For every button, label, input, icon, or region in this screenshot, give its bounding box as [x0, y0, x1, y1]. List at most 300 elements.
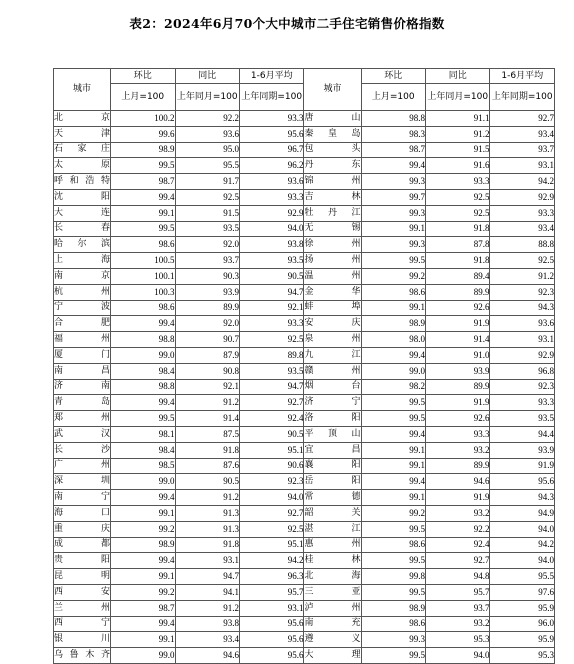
mom-value: 99.4 [111, 616, 175, 632]
mom-value: 98.6 [361, 284, 425, 300]
mom-value: 98.8 [361, 111, 425, 127]
avg-value: 92.3 [490, 379, 555, 395]
mom-value: 100.2 [111, 111, 175, 127]
avg-value: 94.4 [490, 426, 555, 442]
avg-value: 92.9 [490, 189, 555, 205]
yoy-value: 89.9 [426, 379, 490, 395]
mom-value: 99.1 [111, 569, 175, 585]
table-row [54, 521, 555, 537]
avg-value: 88.8 [490, 237, 555, 253]
avg-value: 92.4 [240, 411, 304, 427]
city-name: 银 川 [54, 632, 111, 648]
yoy-value: 91.8 [426, 221, 490, 237]
avg-value: 94.3 [490, 490, 555, 506]
avg-value: 92.7 [240, 505, 304, 521]
mom-value: 99.4 [361, 426, 425, 442]
yoy-value: 91.2 [175, 395, 239, 411]
city-name: 吉 林 [304, 189, 361, 205]
yoy-value: 93.5 [175, 221, 239, 237]
avg-value: 92.5 [240, 332, 304, 348]
city-name: 惠 州 [304, 537, 361, 553]
avg-value: 90.6 [240, 458, 304, 474]
avg-base-header: 上年同期=100 [240, 84, 304, 111]
avg-value: 92.3 [240, 474, 304, 490]
yoy-value: 91.8 [426, 253, 490, 269]
table-row [54, 332, 555, 348]
city-name: 北 海 [304, 569, 361, 585]
yoy-value: 94.1 [175, 584, 239, 600]
table-row [54, 237, 555, 253]
avg-value: 92.5 [490, 253, 555, 269]
mom-value: 99.5 [361, 553, 425, 569]
city-name: 安 庆 [304, 316, 361, 332]
city-name: 岳 阳 [304, 474, 361, 490]
city-name: 牡丹江 [304, 205, 361, 221]
mom-value: 99.2 [361, 268, 425, 284]
mom-value: 99.1 [361, 490, 425, 506]
city-name: 南 宁 [54, 490, 111, 506]
table-row [54, 458, 555, 474]
mom-value: 99.2 [111, 521, 175, 537]
city-name: 泸 州 [304, 600, 361, 616]
city-name: 青 岛 [54, 395, 111, 411]
city-name: 哈尔滨 [54, 237, 111, 253]
city-name: 西 安 [54, 584, 111, 600]
avg-value: 96.3 [240, 569, 304, 585]
yoy-value: 91.1 [426, 111, 490, 127]
table-title: 表2：2024年6月70个大中城市二手住宅销售价格指数 [129, 16, 445, 31]
avg-value: 93.3 [490, 395, 555, 411]
city-name: 韶 关 [304, 505, 361, 521]
city-name: 扬 州 [304, 253, 361, 269]
avg-value: 96.0 [490, 616, 555, 632]
yoy-value: 94.7 [175, 569, 239, 585]
table-row [54, 316, 555, 332]
avg-value: 95.6 [240, 126, 304, 142]
mom-value: 99.5 [361, 648, 425, 664]
city-name: 唐 山 [304, 111, 361, 127]
table-row [54, 600, 555, 616]
mom-value: 99.0 [111, 474, 175, 490]
avg-value: 90.5 [240, 268, 304, 284]
city-name: 上 海 [54, 253, 111, 269]
avg-value: 94.3 [490, 300, 555, 316]
mom-value: 99.3 [361, 205, 425, 221]
city-name: 郑 州 [54, 411, 111, 427]
mom-value: 99.1 [361, 221, 425, 237]
table-row [54, 553, 555, 569]
mom-value: 99.4 [361, 474, 425, 490]
city-name: 长 春 [54, 221, 111, 237]
table-row [54, 284, 555, 300]
city-name: 金 华 [304, 284, 361, 300]
avg-value: 94.0 [490, 553, 555, 569]
mom-value: 98.1 [111, 426, 175, 442]
table-row [54, 205, 555, 221]
city-name: 北 京 [54, 111, 111, 127]
city-name: 三 亚 [304, 584, 361, 600]
table-row [54, 347, 555, 363]
yoy-value: 93.1 [175, 553, 239, 569]
mom-value: 99.0 [111, 648, 175, 664]
yoy-value: 91.9 [426, 395, 490, 411]
mom-value: 99.4 [111, 490, 175, 506]
avg-value: 95.6 [240, 616, 304, 632]
mom-value: 99.4 [111, 316, 175, 332]
yoy-value: 94.0 [426, 648, 490, 664]
table-row [54, 174, 555, 190]
city-name: 济 南 [54, 379, 111, 395]
avg-value: 95.3 [490, 648, 555, 664]
mom-value: 98.5 [111, 458, 175, 474]
yoy-value: 87.8 [426, 237, 490, 253]
mom-value: 99.4 [111, 395, 175, 411]
mom-value: 98.6 [361, 616, 425, 632]
yoy-value: 91.5 [426, 142, 490, 158]
city-name: 武 汉 [54, 426, 111, 442]
avg-value: 97.6 [490, 584, 555, 600]
city-name: 南 充 [304, 616, 361, 632]
avg-base-header: 上年同期=100 [490, 84, 555, 111]
city-name: 石家庄 [54, 142, 111, 158]
city-name: 桂 林 [304, 553, 361, 569]
city-name: 厦 门 [54, 347, 111, 363]
yoy-value: 89.9 [175, 300, 239, 316]
avg-value: 95.6 [240, 632, 304, 648]
avg-value: 93.4 [490, 126, 555, 142]
avg-value: 93.1 [240, 600, 304, 616]
avg-value: 94.0 [490, 521, 555, 537]
table-row [54, 569, 555, 585]
city-name: 成 都 [54, 537, 111, 553]
city-name: 福 州 [54, 332, 111, 348]
avg-value: 92.9 [240, 205, 304, 221]
mom-value: 99.8 [361, 569, 425, 585]
mom-header: 环比 [361, 69, 425, 84]
avg-value: 94.7 [240, 284, 304, 300]
yoy-value: 93.3 [426, 174, 490, 190]
yoy-value: 92.5 [175, 189, 239, 205]
city-name: 兰 州 [54, 600, 111, 616]
yoy-value: 93.3 [426, 426, 490, 442]
city-name: 合 肥 [54, 316, 111, 332]
mom-value: 98.8 [111, 332, 175, 348]
avg-value: 92.5 [240, 521, 304, 537]
avg-value: 96.8 [490, 363, 555, 379]
avg-value: 94.2 [240, 553, 304, 569]
yoy-value: 91.2 [426, 126, 490, 142]
city-name: 南 昌 [54, 363, 111, 379]
avg-value: 94.9 [490, 505, 555, 521]
mom-value: 100.3 [111, 284, 175, 300]
table-row [54, 632, 555, 648]
yoy-value: 92.0 [175, 237, 239, 253]
city-name: 常 德 [304, 490, 361, 506]
yoy-value: 92.6 [426, 411, 490, 427]
yoy-value: 95.5 [175, 158, 239, 174]
city-name: 昆 明 [54, 569, 111, 585]
yoy-value: 87.5 [175, 426, 239, 442]
yoy-value: 92.5 [426, 205, 490, 221]
mom-value: 99.5 [361, 584, 425, 600]
avg-value: 94.2 [490, 537, 555, 553]
city-name: 徐 州 [304, 237, 361, 253]
avg-value: 95.6 [490, 474, 555, 490]
table-row [54, 537, 555, 553]
avg-value: 93.3 [490, 205, 555, 221]
yoy-value: 91.7 [175, 174, 239, 190]
price-index-table [53, 68, 555, 664]
mom-header: 环比 [111, 69, 175, 84]
mom-value: 98.7 [361, 142, 425, 158]
city-name: 锦 州 [304, 174, 361, 190]
table-row [54, 442, 555, 458]
mom-value: 99.4 [111, 189, 175, 205]
yoy-value: 93.2 [426, 616, 490, 632]
mom-value: 99.7 [361, 189, 425, 205]
city-name: 温 州 [304, 268, 361, 284]
mom-value: 98.9 [111, 142, 175, 158]
city-name: 天 津 [54, 126, 111, 142]
city-name: 海 口 [54, 505, 111, 521]
mom-value: 99.3 [361, 237, 425, 253]
table-row [54, 268, 555, 284]
avg-value: 92.7 [490, 111, 555, 127]
city-name: 蚌 埠 [304, 300, 361, 316]
table-row [54, 411, 555, 427]
yoy-value: 90.3 [175, 268, 239, 284]
mom-value: 99.0 [361, 363, 425, 379]
avg-value: 93.5 [240, 253, 304, 269]
yoy-value: 87.6 [175, 458, 239, 474]
yoy-value: 95.0 [175, 142, 239, 158]
table-row [54, 505, 555, 521]
avg-value: 95.1 [240, 537, 304, 553]
city-name: 广 州 [54, 458, 111, 474]
yoy-value: 93.7 [175, 253, 239, 269]
avg-value: 93.4 [490, 221, 555, 237]
yoy-value: 93.4 [175, 632, 239, 648]
yoy-value: 89.9 [426, 284, 490, 300]
avg-value: 95.7 [240, 584, 304, 600]
mom-value: 99.1 [111, 505, 175, 521]
city-header: 城市 [54, 69, 111, 111]
yoy-value: 90.8 [175, 363, 239, 379]
city-name: 秦皇岛 [304, 126, 361, 142]
avg-value: 93.1 [490, 158, 555, 174]
mom-value: 99.2 [111, 584, 175, 600]
avg-value: 93.3 [240, 189, 304, 205]
mom-value: 98.6 [361, 537, 425, 553]
yoy-value: 91.2 [175, 600, 239, 616]
mom-value: 99.5 [111, 221, 175, 237]
yoy-value: 94.6 [426, 474, 490, 490]
mom-value: 99.1 [361, 458, 425, 474]
yoy-value: 91.5 [175, 205, 239, 221]
avg-value: 93.5 [240, 363, 304, 379]
table-row [54, 648, 555, 664]
city-name: 乌鲁木齐 [54, 648, 111, 664]
mom-value: 99.4 [361, 158, 425, 174]
table-row [54, 363, 555, 379]
avg-value: 91.9 [490, 458, 555, 474]
mom-value: 98.9 [111, 537, 175, 553]
city-name: 贵 阳 [54, 553, 111, 569]
yoy-value: 92.5 [426, 189, 490, 205]
city-name: 丹 东 [304, 158, 361, 174]
city-name: 呼和浩特 [54, 174, 111, 190]
city-name: 无 锡 [304, 221, 361, 237]
yoy-value: 91.8 [175, 537, 239, 553]
mom-value: 98.7 [111, 600, 175, 616]
table-row [54, 490, 555, 506]
mom-value: 98.0 [361, 332, 425, 348]
avg-value: 95.9 [490, 600, 555, 616]
mom-value: 99.1 [361, 300, 425, 316]
city-name: 湛 江 [304, 521, 361, 537]
city-name: 重 庆 [54, 521, 111, 537]
table-row [54, 474, 555, 490]
yoy-value: 90.5 [175, 474, 239, 490]
yoy-base-header: 上年同月=100 [426, 84, 490, 111]
mom-base-header: 上月=100 [361, 84, 425, 111]
mom-value: 99.5 [361, 395, 425, 411]
yoy-value: 91.9 [426, 316, 490, 332]
yoy-value: 91.9 [426, 490, 490, 506]
mom-value: 98.6 [111, 237, 175, 253]
mom-value: 99.3 [361, 632, 425, 648]
yoy-value: 91.2 [175, 490, 239, 506]
table-row [54, 300, 555, 316]
table-row [54, 142, 555, 158]
mom-value: 99.5 [111, 158, 175, 174]
yoy-value: 91.8 [175, 442, 239, 458]
yoy-value: 89.4 [426, 268, 490, 284]
avg-value: 91.2 [490, 268, 555, 284]
yoy-value: 91.0 [426, 347, 490, 363]
avg-value: 92.1 [240, 300, 304, 316]
yoy-value: 93.9 [426, 363, 490, 379]
avg-value: 92.3 [490, 284, 555, 300]
yoy-value: 93.7 [426, 600, 490, 616]
city-name: 西 宁 [54, 616, 111, 632]
city-name: 长 沙 [54, 442, 111, 458]
avg-value: 95.5 [490, 569, 555, 585]
city-name: 宁 波 [54, 300, 111, 316]
mom-value: 99.5 [361, 521, 425, 537]
mom-value: 99.2 [361, 505, 425, 521]
city-name: 烟 台 [304, 379, 361, 395]
city-name: 襄 阳 [304, 458, 361, 474]
table-row [54, 426, 555, 442]
yoy-value: 92.4 [426, 537, 490, 553]
avg-value: 95.1 [240, 442, 304, 458]
table-body [54, 111, 555, 664]
city-name: 九 江 [304, 347, 361, 363]
yoy-value: 91.6 [426, 158, 490, 174]
yoy-value: 90.7 [175, 332, 239, 348]
yoy-value: 94.6 [175, 648, 239, 664]
city-name: 南 京 [54, 268, 111, 284]
mom-value: 98.3 [361, 126, 425, 142]
city-name: 洛 阳 [304, 411, 361, 427]
avg-value: 89.8 [240, 347, 304, 363]
table-row [54, 189, 555, 205]
mom-value: 99.1 [111, 632, 175, 648]
mom-value: 99.3 [361, 174, 425, 190]
avg-value: 93.8 [240, 237, 304, 253]
avg-value: 92.9 [490, 347, 555, 363]
avg-value: 93.6 [490, 316, 555, 332]
mom-value: 98.2 [361, 379, 425, 395]
mom-value: 98.8 [111, 379, 175, 395]
table-row [54, 158, 555, 174]
city-name: 大 连 [54, 205, 111, 221]
city-name: 沈 阳 [54, 189, 111, 205]
city-name: 大 理 [304, 648, 361, 664]
avg-value: 90.5 [240, 426, 304, 442]
city-name: 遵 义 [304, 632, 361, 648]
avg-value: 93.6 [240, 174, 304, 190]
yoy-value: 95.7 [426, 584, 490, 600]
avg-value: 93.9 [490, 442, 555, 458]
mom-value: 99.1 [361, 442, 425, 458]
avg-value: 94.0 [240, 490, 304, 506]
yoy-value: 93.8 [175, 616, 239, 632]
city-name: 济 宁 [304, 395, 361, 411]
mom-value: 99.0 [111, 347, 175, 363]
mom-value: 99.1 [111, 205, 175, 221]
city-name: 赣 州 [304, 363, 361, 379]
avg-value: 96.2 [240, 158, 304, 174]
mom-value: 98.4 [111, 442, 175, 458]
yoy-value: 91.3 [175, 505, 239, 521]
city-name: 包 头 [304, 142, 361, 158]
table-row [54, 379, 555, 395]
avg-header: 1-6月平均 [240, 69, 304, 84]
avg-value: 95.9 [490, 632, 555, 648]
mom-value: 98.9 [361, 316, 425, 332]
yoy-value: 94.8 [426, 569, 490, 585]
yoy-value: 87.9 [175, 347, 239, 363]
yoy-value: 92.1 [175, 379, 239, 395]
yoy-value: 91.3 [175, 521, 239, 537]
city-name: 宜 昌 [304, 442, 361, 458]
yoy-header: 同比 [426, 69, 490, 84]
mom-value: 98.6 [111, 300, 175, 316]
avg-value: 96.7 [240, 142, 304, 158]
table-row [54, 126, 555, 142]
yoy-value: 91.4 [426, 332, 490, 348]
yoy-value: 93.9 [175, 284, 239, 300]
table-row [54, 111, 555, 127]
yoy-value: 91.4 [175, 411, 239, 427]
yoy-value: 93.2 [426, 442, 490, 458]
mom-value: 99.4 [111, 553, 175, 569]
avg-value: 94.7 [240, 379, 304, 395]
mom-value: 100.1 [111, 268, 175, 284]
avg-value: 93.7 [490, 142, 555, 158]
yoy-header: 同比 [175, 69, 239, 84]
city-name: 杭 州 [54, 284, 111, 300]
avg-value: 92.7 [240, 395, 304, 411]
table-row [54, 221, 555, 237]
avg-value: 93.3 [240, 316, 304, 332]
avg-value: 94.2 [490, 174, 555, 190]
table-row [54, 253, 555, 269]
yoy-value: 93.2 [426, 505, 490, 521]
mom-value: 99.5 [361, 411, 425, 427]
